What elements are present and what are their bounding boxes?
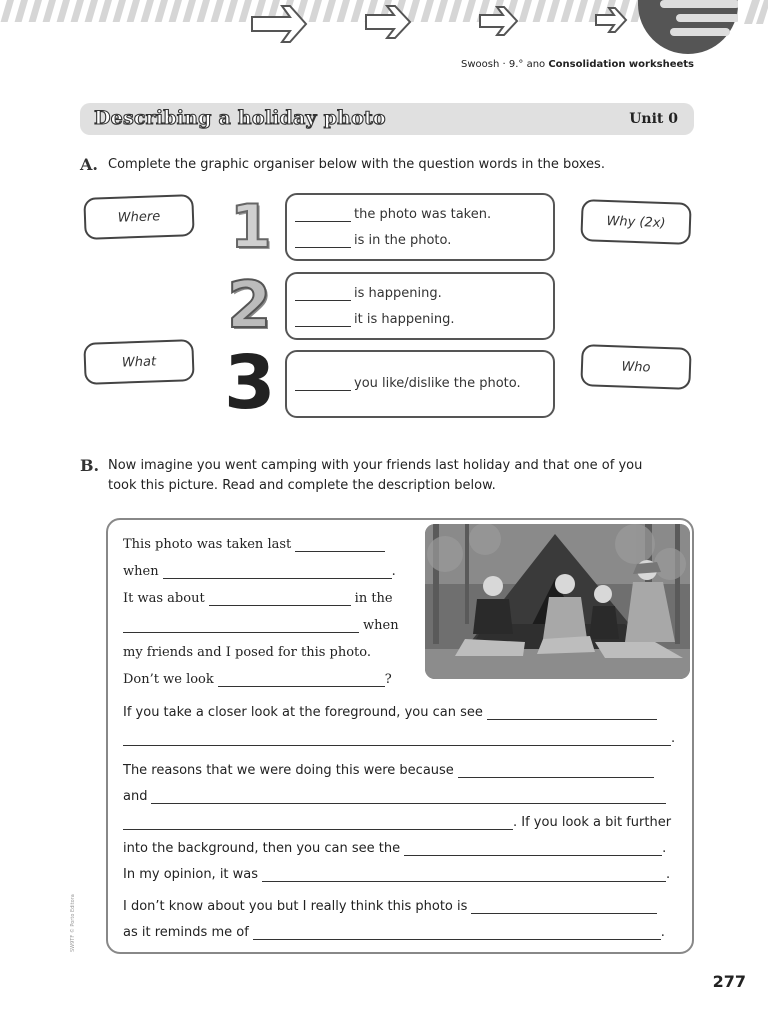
- number-three: 3: [224, 340, 276, 426]
- desc-text: when: [123, 564, 159, 579]
- question-line: [295, 312, 455, 327]
- answer-blank[interactable]: [295, 538, 385, 552]
- desc-text: In my opinion, it was: [123, 867, 259, 882]
- answer-blank[interactable]: [123, 816, 513, 830]
- answer-blank[interactable]: [163, 565, 392, 579]
- answer-blank[interactable]: [218, 673, 385, 687]
- question-box-3: [285, 350, 555, 418]
- desc-line: [123, 925, 665, 940]
- desc-line: [123, 899, 657, 914]
- unit-label: Unit 0: [629, 111, 678, 127]
- word-what: What: [121, 353, 157, 371]
- question-line: [295, 286, 442, 301]
- title-bar: [80, 103, 694, 135]
- section-a-letter: A.: [80, 155, 98, 174]
- answer-blank[interactable]: [404, 842, 662, 856]
- answer-blank[interactable]: [295, 235, 351, 248]
- question-text: you like/dislike the photo.: [354, 376, 521, 391]
- answer-blank[interactable]: [123, 732, 671, 746]
- word-where: Where: [117, 208, 161, 226]
- desc-text: ?: [384, 672, 392, 687]
- question-box-2: [285, 272, 555, 340]
- desc-line: [123, 867, 670, 882]
- desc-text: .: [660, 925, 665, 940]
- desc-text: The reasons that we were doing this were because: [123, 763, 454, 778]
- answer-blank[interactable]: [262, 868, 666, 882]
- word-box-why: [580, 199, 691, 245]
- desc-text: as it reminds me of: [123, 925, 249, 940]
- number-two: 2: [227, 269, 272, 343]
- word-box-what: [83, 339, 194, 385]
- question-line: [295, 376, 521, 391]
- question-text: is happening.: [354, 286, 442, 301]
- word-box-where: [83, 194, 194, 240]
- answer-blank[interactable]: [295, 288, 351, 301]
- series-title: Consolidation worksheets: [548, 59, 694, 70]
- desc-text: when: [363, 618, 399, 633]
- question-box-1: [285, 193, 555, 261]
- desc-line: [123, 672, 392, 687]
- desc-line: [123, 537, 385, 552]
- answer-blank[interactable]: [295, 378, 351, 391]
- question-text: the photo was taken.: [354, 207, 492, 222]
- word-why: Why (2x): [606, 213, 666, 231]
- desc-text: .: [671, 731, 676, 746]
- desc-text: .: [666, 867, 671, 882]
- camping-photo: [425, 524, 690, 679]
- answer-blank[interactable]: [209, 592, 351, 606]
- answer-blank[interactable]: [458, 764, 654, 778]
- desc-line: [123, 731, 675, 746]
- desc-text: in the: [354, 591, 393, 606]
- desc-line: [123, 705, 657, 720]
- section-b-instruction-1: Now imagine you went camping with your friends last holiday and that one of you: [108, 458, 643, 473]
- desc-line: [123, 591, 393, 606]
- arrow-icon: [252, 6, 306, 42]
- question-text: is in the photo.: [354, 233, 452, 248]
- desc-text: If you take a closer look at the foreground, you can see: [123, 705, 483, 720]
- page-number: 277: [712, 972, 746, 991]
- word-who: Who: [621, 358, 651, 376]
- question-text: it is happening.: [354, 312, 455, 327]
- word-box-who: [580, 344, 691, 390]
- desc-line: [123, 564, 396, 579]
- section-a-instruction: Complete the graphic organiser below with the question words in the boxes.: [108, 157, 605, 172]
- desc-text: This photo was taken last: [123, 537, 292, 552]
- desc-line: [123, 645, 371, 660]
- desc-text: It was about: [123, 591, 205, 606]
- arrow-icon: [596, 8, 626, 32]
- desc-text: I don’t know about you but I really think this photo is: [123, 899, 468, 914]
- answer-blank[interactable]: [253, 926, 661, 940]
- desc-line: [123, 841, 666, 856]
- desc-text: into the background, then you can see the: [123, 841, 401, 856]
- desc-text: .: [391, 564, 396, 579]
- answer-blank[interactable]: [295, 314, 351, 327]
- desc-text: my friends and I posed for this photo.: [123, 645, 372, 660]
- section-b-letter: B.: [80, 456, 100, 475]
- header-arrows: [0, 0, 768, 60]
- desc-line: [123, 789, 666, 804]
- copyright-note: SW9TF © Porto Editora: [70, 894, 76, 952]
- desc-line: [123, 763, 654, 778]
- desc-text: .: [662, 841, 667, 856]
- desc-text: . If you look a bit further: [513, 815, 672, 830]
- number-one: 1: [230, 192, 272, 262]
- answer-blank[interactable]: [487, 706, 657, 720]
- answer-blank[interactable]: [123, 619, 359, 633]
- arrow-icon: [366, 6, 410, 38]
- worksheet-title: Describing a holiday photo: [94, 107, 386, 129]
- desc-text: Don’t we look: [123, 672, 214, 687]
- answer-blank[interactable]: [295, 209, 351, 222]
- answer-blank[interactable]: [151, 790, 666, 804]
- answer-blank[interactable]: [471, 900, 657, 914]
- desc-line: [123, 618, 399, 633]
- logo-circle-icon: [638, 0, 740, 54]
- question-line: [295, 207, 491, 222]
- desc-line: [123, 815, 671, 830]
- series-label: [461, 59, 694, 70]
- question-line: [295, 233, 451, 248]
- series-prefix: Swoosh · 9.° ano: [461, 59, 546, 70]
- section-b-instruction-2: took this picture. Read and complete the description below.: [108, 478, 496, 493]
- desc-text: and: [123, 789, 148, 804]
- arrow-icon: [480, 7, 517, 35]
